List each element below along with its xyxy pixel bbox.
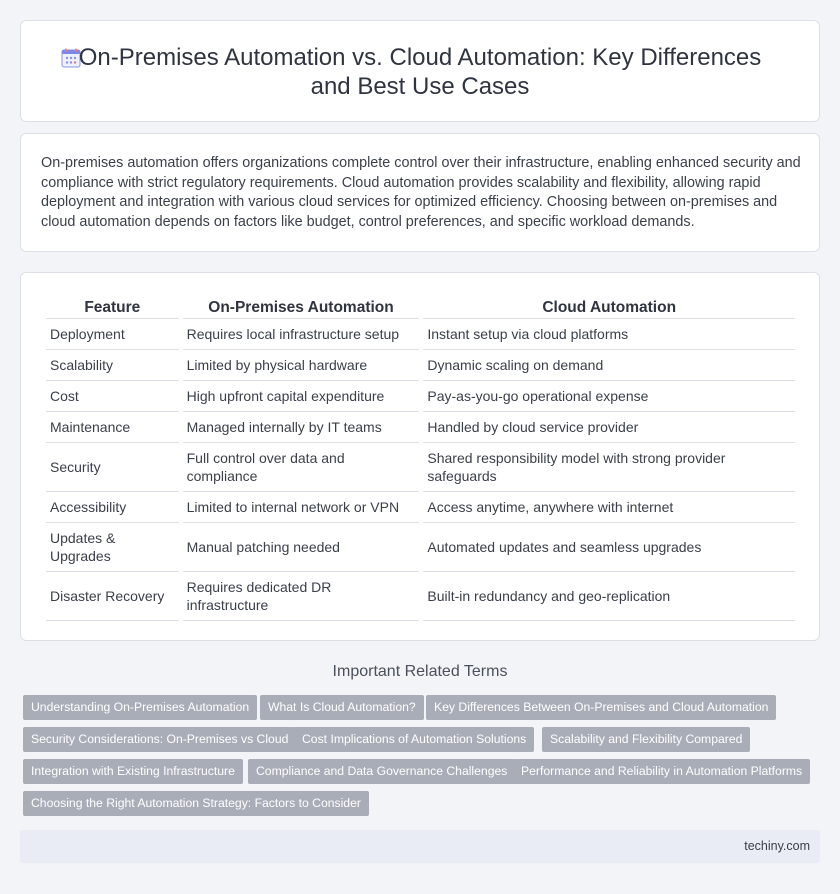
table-row (46, 350, 795, 381)
comparison-table (42, 293, 799, 621)
table-cell: Full control over data and compliance (183, 443, 420, 492)
table-row (46, 443, 795, 492)
related-term-tag[interactable]: Performance and Reliability in Automation Platforms (513, 759, 810, 784)
intro-card (20, 133, 820, 252)
table-cell: Built-in redundancy and geo-replication (423, 572, 795, 621)
table-cell: Manual patching needed (183, 523, 420, 572)
related-term-tag[interactable]: Understanding On-Premises Automation (23, 695, 257, 720)
page-title-line-1: On-Premises Automation vs. Cloud Automation: Key Differences (78, 44, 762, 71)
table-cell: Managed internally by IT teams (183, 412, 420, 443)
table-cell: Security (46, 443, 179, 492)
table-cell: Accessibility (46, 492, 179, 523)
table-cell: Pay-as-you-go operational expense (423, 381, 795, 412)
related-term-tag[interactable]: Integration with Existing Infrastructure (23, 759, 243, 784)
related-term-tag[interactable]: What Is Cloud Automation? (260, 695, 424, 720)
table-cell: Updates & Upgrades (46, 523, 179, 572)
comparison-card (20, 272, 820, 641)
table-cell: Requires dedicated DR infrastructure (183, 572, 420, 621)
footer-site-link[interactable]: techiny.com (744, 839, 810, 853)
table-row (46, 492, 795, 523)
table-cell: Automated updates and seamless upgrades (423, 523, 795, 572)
footer (20, 830, 820, 863)
related-terms-heading: Important Related Terms (332, 663, 508, 680)
related-term-tag[interactable]: Choosing the Right Automation Strategy: Factors to Consider (23, 791, 369, 816)
table-cell: Access anytime, anywhere with internet (423, 492, 795, 523)
related-term-tag[interactable]: Cost Implications of Automation Solutions (294, 727, 534, 752)
table-cell: Disaster Recovery (46, 572, 179, 621)
table-header-row (46, 293, 795, 319)
table-row (46, 572, 795, 621)
table-cell: Handled by cloud service provider (423, 412, 795, 443)
related-term-tag[interactable]: Compliance and Data Governance Challenges (248, 759, 515, 784)
table-cell: High upfront capital expenditure (183, 381, 420, 412)
table-cell: Requires local infrastructure setup (183, 319, 420, 350)
table-cell: Scalability (46, 350, 179, 381)
intro-paragraph: On-premises automation offers organizations complete control over their infrastructure, enabling enhanced security and compliance with strict regulatory requirements. Cloud automation provides scalability and flexibility, allowing rapid deployment and integration with various cloud services for optimized efficiency. Choosing between on-premises and cloud automation depends on factors like budget, control preferences, and specific workload demands. (41, 155, 801, 230)
header-feature: Feature (46, 293, 179, 319)
header-cloud: Cloud Automation (423, 293, 795, 319)
title-card (20, 20, 820, 122)
table-cell: Instant setup via cloud platforms (423, 319, 795, 350)
related-term-tag[interactable]: Security Considerations: On-Premises vs Cloud (23, 727, 296, 752)
table-cell: Limited to internal network or VPN (183, 492, 420, 523)
table-row (46, 523, 795, 572)
header-on-premises: On-Premises Automation (183, 293, 420, 319)
related-term-tag[interactable]: Key Differences Between On-Premises and Cloud Automation (426, 695, 776, 720)
table-row (46, 319, 795, 350)
table-cell: Maintenance (46, 412, 179, 443)
page-title (21, 43, 819, 101)
table-cell: Shared responsibility model with strong provider safeguards (423, 443, 795, 492)
table-row (46, 412, 795, 443)
table-row (46, 381, 795, 412)
table-cell: Deployment (46, 319, 179, 350)
related-term-tag[interactable]: Scalability and Flexibility Compared (542, 727, 750, 752)
table-cell: Limited by physical hardware (183, 350, 420, 381)
table-cell: Dynamic scaling on demand (423, 350, 795, 381)
page-title-line-2: and Best Use Cases (310, 73, 530, 100)
table-cell: Cost (46, 381, 179, 412)
